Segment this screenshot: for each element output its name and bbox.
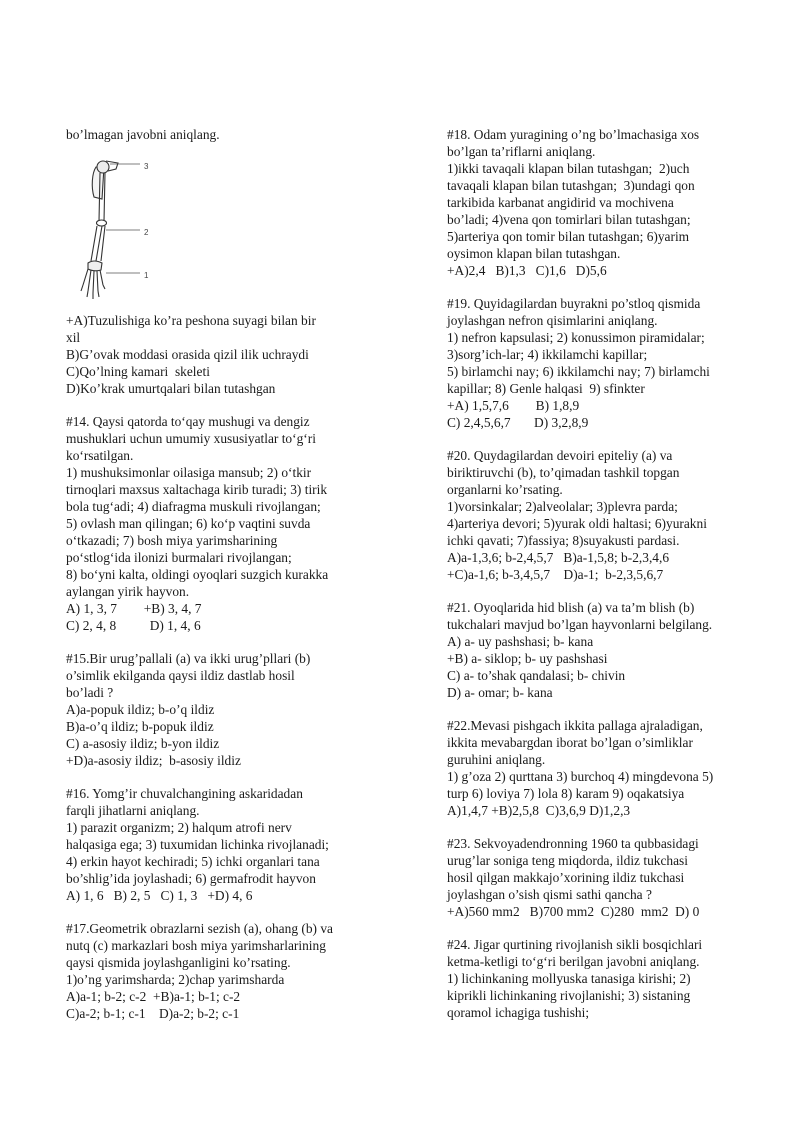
text-line: bo’shlig’ida joylashadi; 6) germafrodit hayvon <box>66 871 316 886</box>
figure-label-1: 1 <box>144 271 149 280</box>
text-line: o’simlik ekilganda qaysi ildiz dastlab hosil <box>66 668 295 683</box>
question-16 <box>66 785 366 904</box>
text-line: kiprikli lichinkaning rivojlanishi; 3) sistaning <box>447 988 691 1003</box>
text-line: ichki qavati; 7)fassiya; 8)suyakusti pardasi. <box>447 533 680 548</box>
question-18 <box>447 126 752 279</box>
question-17 <box>66 920 366 1022</box>
text-line: 5)arteriya qon tomir bilan tutashgan; 6)yarim <box>447 229 690 244</box>
text-line: +A)Tuzulishiga ko’ra peshona suyagi bilan bir <box>66 313 316 328</box>
text-line: qoramol ichagiga tushishi; <box>447 1005 590 1020</box>
text-line: D)Ko’krak umurtqalari bilan tutashgan <box>66 381 276 396</box>
text-line: #19. Quyidagilardan buyrakni po’stloq qismida <box>447 296 701 311</box>
text-line: tavaqali klapan bilan tutashgan; 3)undagi qon <box>447 178 695 193</box>
question-23 <box>447 835 752 920</box>
text-line: tukchalari mavjud bo’lgan hayvonlarni belgilang. <box>447 617 713 632</box>
text-line: C) 2,4,5,6,7 D) 3,2,8,9 <box>447 415 589 430</box>
text-line: tarkibida karbanat angidirid va mochivena <box>447 195 674 210</box>
text-line: 1) parazit organizm; 2) halqum atrofi nerv <box>66 820 292 835</box>
text-line: joylashgan o’sish qismi sathi qancha ? <box>447 887 652 902</box>
text-line: A) 1, 3, 7 +B) 3, 4, 7 <box>66 601 202 616</box>
text-line: C) 2, 4, 8 D) 1, 4, 6 <box>66 618 201 633</box>
text-line: nutq (c) markazlari bosh miya yarimsharlarining <box>66 938 326 953</box>
text-line: biriktiruvchi (b), to’qimadan tashkil topgan <box>447 465 680 480</box>
text-line: ko‘rsatilgan. <box>66 448 134 463</box>
right-column <box>447 126 752 1037</box>
text-line: 1)ikki tavaqali klapan bilan tutashgan; 2)uch <box>447 161 690 176</box>
question-19 <box>447 295 752 431</box>
text-line: +D)a-asosiy ildiz; b-asosiy ildiz <box>66 753 241 768</box>
text-line: hosil qilgan makkajo’xorining ildiz tukchasi <box>447 870 685 885</box>
text-line: #14. Qaysi qatorda to‘qay mushugi va dengiz <box>66 414 310 429</box>
text-line: kapillar; 8) Genle halqasi 9) sfinkter <box>447 381 645 396</box>
text-line: +C)a-1,6; b-3,4,5,7 D)a-1; b-2,3,5,6,7 <box>447 567 664 582</box>
text-line: oysimon klapan bilan tutashgan. <box>447 246 621 261</box>
text-line: bo’ladi; 4)vena qon tomirlari bilan tutashgan; <box>447 212 691 227</box>
text-line: ikkita mevabargdan iborat bo’lgan o’simliklar <box>447 735 693 750</box>
text-line: A)a-1,3,6; b-2,4,5,7 B)a-1,5,8; b-2,3,4,6 <box>447 550 670 565</box>
text-line: B)G’ovak moddasi orasida qizil ilik uchraydi <box>66 347 309 362</box>
question-13-intro <box>66 126 366 143</box>
text-line: #15.Bir urug’pallali (a) va ikki urug’pllari (b) <box>66 651 311 666</box>
text-line: farqli jihatlarni aniqlang. <box>66 803 200 818</box>
text-line: aylangan yirik hayvon. <box>66 584 190 599</box>
figure-label-3: 3 <box>144 162 149 171</box>
text-line: +A) 1,5,7,6 B) 1,8,9 <box>447 398 580 413</box>
text-line: #16. Yomg’ir chuvalchangining askaridadan <box>66 786 303 801</box>
question-22 <box>447 717 752 819</box>
text-line: #21. Oyoqlarida hid blish (a) va ta’m blish (b) <box>447 600 695 615</box>
text-line: #17.Geometrik obrazlarni sezish (a), ohang (b) va <box>66 921 333 936</box>
left-column <box>66 126 366 1038</box>
text-line: C)Qo’lning kamari skeleti <box>66 364 210 379</box>
question-15 <box>66 650 366 769</box>
text-line: +B) a- siklop; b- uy pashshasi <box>447 651 608 666</box>
text-line: 3)sorg’ich-lar; 4) ikkilamchi kapillar; <box>447 347 648 362</box>
text-line: #20. Quydagilardan devoiri epiteliy (a) va <box>447 448 673 463</box>
text-line: 8) bo‘yni kalta, oldingi oyoqlari suzgich kurakka <box>66 567 329 582</box>
text-line: bo’lgan ta’riflarni aniqlang. <box>447 144 596 159</box>
text-line: A)a-1; b-2; c-2 +B)a-1; b-1; c-2 <box>66 989 241 1004</box>
text-line: 4) erkin hayot kechiradi; 5) ichki organlari tana <box>66 854 320 869</box>
text-line: 5) birlamchi nay; 6) ikkilamchi nay; 7) birlamchi <box>447 364 710 379</box>
text-line: joylashgan nefron qisimlarini aniqlang. <box>447 313 658 328</box>
text-line: turp 6) loviya 7) lola 8) karam 9) oqakatsiya <box>447 786 685 801</box>
text-line: +A)2,4 B)1,3 C)1,6 D)5,6 <box>447 263 607 278</box>
text-line: A)a-popuk ildiz; b-o’q ildiz <box>66 702 215 717</box>
arm-skeleton-figure <box>66 153 366 303</box>
text-line: po‘stlog‘ida ilonizi burmalari rivojlangan; <box>66 550 292 565</box>
text-line: halqasiga ega; 3) tuxumidan lichinka rivojlanadi; <box>66 837 329 852</box>
text-line: #22.Mevasi pishgach ikkita pallaga ajraladigan, <box>447 718 703 733</box>
text-line: 1)vorsinkalar; 2)alveolalar; 3)plevra parda; <box>447 499 678 514</box>
text-line: 1) nefron kapsulasi; 2) konussimon piramidalar; <box>447 330 705 345</box>
text-line: +A)560 mm2 B)700 mm2 C)280 mm2 D) 0 <box>447 904 700 919</box>
text-line: D) a- omar; b- kana <box>447 685 553 700</box>
question-20 <box>447 447 752 583</box>
text-line: organlarni ko’rsating. <box>447 482 563 497</box>
figure-label-2: 2 <box>144 228 149 237</box>
arm-skeleton-illustration <box>66 153 366 303</box>
question-14 <box>66 413 366 634</box>
text-line: 1) mushuksimonlar oilasiga mansub; 2) o‘tkir <box>66 465 312 480</box>
text-line: 5) ovlash man qilingan; 6) ko‘p vaqtini suvda <box>66 516 311 531</box>
text-line: #24. Jigar qurtining rivojlanish sikli bosqichlari <box>447 937 703 952</box>
text-line: 1) lichinkaning mollyuska tanasiga kirishi; 2) <box>447 971 691 986</box>
text-line: #23. Sekvoyadendronning 1960 ta qubbasidagi <box>447 836 699 851</box>
text-line: bo’lmagan javobni aniqlang. <box>66 127 220 142</box>
text-line: C) a-asosiy ildiz; b-yon ildiz <box>66 736 220 751</box>
question-24 <box>447 936 752 1021</box>
text-line: bo’ladi ? <box>66 685 114 700</box>
text-line: urug’lar soniga teng miqdorda, ildiz tukchasi <box>447 853 688 868</box>
text-line: tirnoqlari maxsus xaltachaga kirib turadi; 3) tirik <box>66 482 328 497</box>
text-line: B)a-o’q ildiz; b-popuk ildiz <box>66 719 214 734</box>
text-line: 1) g’oza 2) qurttana 3) burchoq 4) mingdevona 5) <box>447 769 714 784</box>
text-line: 4)arteriya devori; 5)yurak oldi haltasi; 6)yurakni <box>447 516 707 531</box>
question-21 <box>447 599 752 701</box>
text-line: C)a-2; b-1; c-1 D)a-2; b-2; c-1 <box>66 1006 240 1021</box>
text-line: o‘tkazadi; 7) bosh miya yarimsharining <box>66 533 278 548</box>
text-line: C) a- to’shak qandalasi; b- chivin <box>447 668 626 683</box>
text-line: guruhini aniqlang. <box>447 752 546 767</box>
text-line: A) 1, 6 B) 2, 5 C) 1, 3 +D) 4, 6 <box>66 888 253 903</box>
text-line: #18. Odam yuragining o’ng bo’lmachasiga xos <box>447 127 700 142</box>
text-line: xil <box>66 330 81 345</box>
text-line: 1)o’ng yarimsharda; 2)chap yarimsharda <box>66 972 285 987</box>
question-13-options <box>66 312 366 397</box>
text-line: A) a- uy pashshasi; b- kana <box>447 634 594 649</box>
text-line: ketma-ketligi to‘g‘ri berilgan javobni aniqlang. <box>447 954 700 969</box>
text-line: A)1,4,7 +B)2,5,8 C)3,6,9 D)1,2,3 <box>447 803 631 818</box>
text-line: mushuklari uchun umumiy xususiyatlar to‘g‘ri <box>66 431 316 446</box>
text-line: qaysi qismida joylashganligini ko’rsating. <box>66 955 291 970</box>
text-line: bola tug‘adi; 4) diafragma muskuli rivojlangan; <box>66 499 321 514</box>
